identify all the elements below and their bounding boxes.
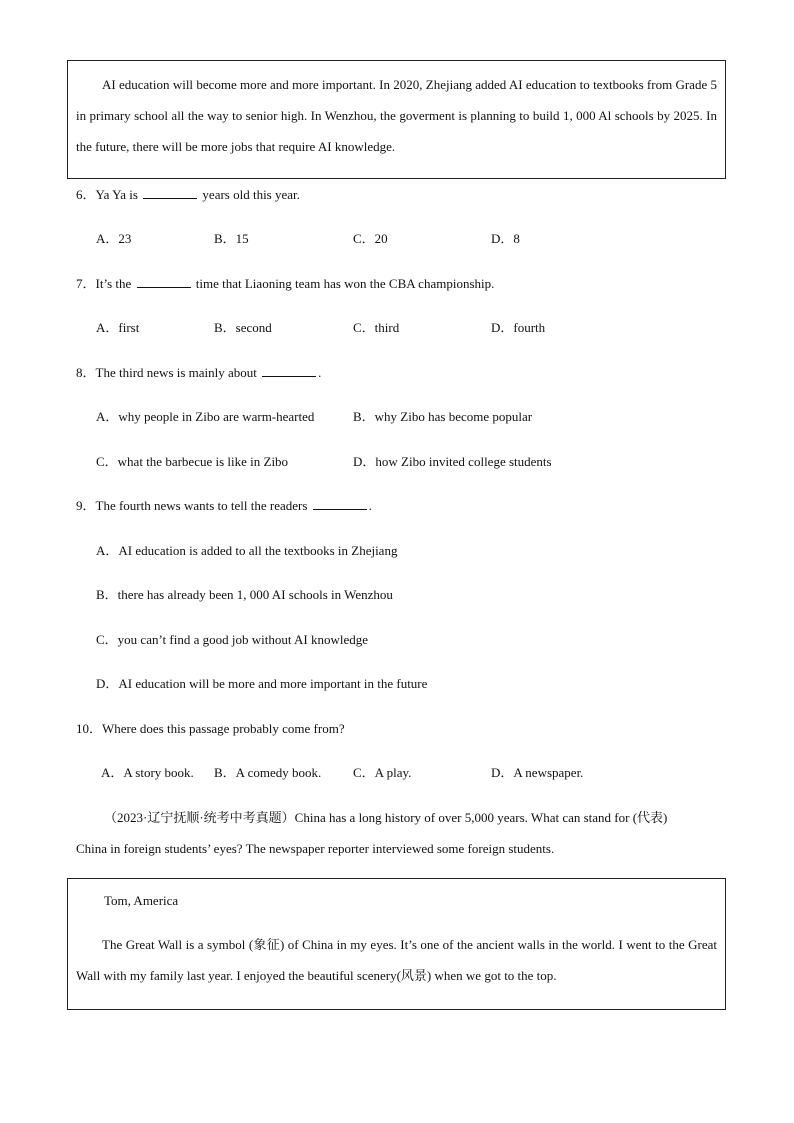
option-b: B．why Zibo has become popular — [353, 409, 533, 424]
answer-blank — [262, 364, 316, 377]
question-stem-before: It’s the — [95, 276, 132, 291]
source-label: （2023·辽宁抚顺·统考中考真题） — [104, 810, 295, 825]
question-number: 7． — [76, 276, 96, 291]
option-b: B．second — [214, 320, 272, 335]
option-d: D．fourth — [491, 320, 546, 335]
option-c: C．A play. — [353, 765, 412, 780]
question-number: 10． — [76, 721, 103, 736]
option-c: C．third — [353, 320, 400, 335]
question-stem-after: years old this year. — [202, 187, 300, 202]
question-number: 6． — [76, 187, 96, 202]
option-a: A．AI education is added to all the textbooks in Zhejiang — [96, 543, 398, 558]
question-10 — [76, 720, 345, 738]
option-d: D．AI education will be more and more important in the future — [96, 676, 428, 691]
question-9 — [76, 497, 372, 515]
option-b: B．there has already been 1, 000 AI schools in Wenzhou — [96, 587, 393, 602]
passage-box-ai-education — [67, 60, 726, 179]
question-number: 9． — [76, 498, 96, 513]
option-a: A．first — [96, 320, 140, 335]
answer-blank — [137, 275, 191, 288]
question-stem-before: The fourth news wants to tell the readers — [95, 498, 308, 513]
question-8 — [76, 364, 321, 382]
option-b: B．15 — [214, 231, 249, 246]
option-b: B．A comedy book. — [214, 765, 322, 780]
answer-blank — [313, 497, 367, 510]
question-6 — [76, 186, 300, 204]
passage-text: AI education will become more and more important. In 2020, Zhejiang added AI education to textbooks from Grade 5 in primary school all the way to senior high. In Wenzhou, the goverment is planning to build 1, 000 Al schools by 2025. In the future, there will be more jobs that require AI knowledge. — [76, 77, 717, 154]
question-number: 8． — [76, 365, 96, 380]
option-c: C．what the barbecue is like in Zibo — [96, 454, 289, 469]
question-stem-after: . — [318, 365, 322, 380]
option-d: D．8 — [491, 231, 520, 246]
option-c: C．20 — [353, 231, 388, 246]
question-stem-before: Ya Ya is — [95, 187, 138, 202]
answer-blank — [143, 186, 197, 199]
question-7 — [76, 275, 494, 293]
speaker-name: Tom, America — [104, 893, 179, 908]
option-a: A．23 — [96, 231, 132, 246]
option-d: D．how Zibo invited college students — [353, 454, 552, 469]
option-a: A．A story book. — [101, 765, 194, 780]
question-stem-after: . — [368, 498, 372, 513]
passage-text: The Great Wall is a symbol (象征) of China in my eyes. It’s one of the ancient walls in the world. I went to the Great Wall with my family last year. I enjoyed the beautiful scenery(风景) when we got to the top. — [76, 937, 717, 983]
question-stem-after: time that Liaoning team has won the CBA championship. — [195, 276, 495, 291]
passage-box-tom — [67, 878, 726, 1010]
option-c: C．you can’t find a good job without AI knowledge — [96, 632, 369, 647]
intro-line-1 — [104, 809, 720, 827]
question-stem-before: The third news is mainly about — [95, 365, 257, 380]
intro-line-2: China in foreign students’ eyes? The newspaper reporter interviewed some foreign students. — [76, 841, 555, 856]
option-d: D．A newspaper. — [491, 765, 584, 780]
option-a: A．why people in Zibo are warm-hearted — [96, 409, 315, 424]
question-stem-before: Where does this passage probably come from? — [102, 721, 345, 736]
intro-text-1: China has a long history of over 5,000 years. What can stand for (代表) — [294, 810, 668, 825]
